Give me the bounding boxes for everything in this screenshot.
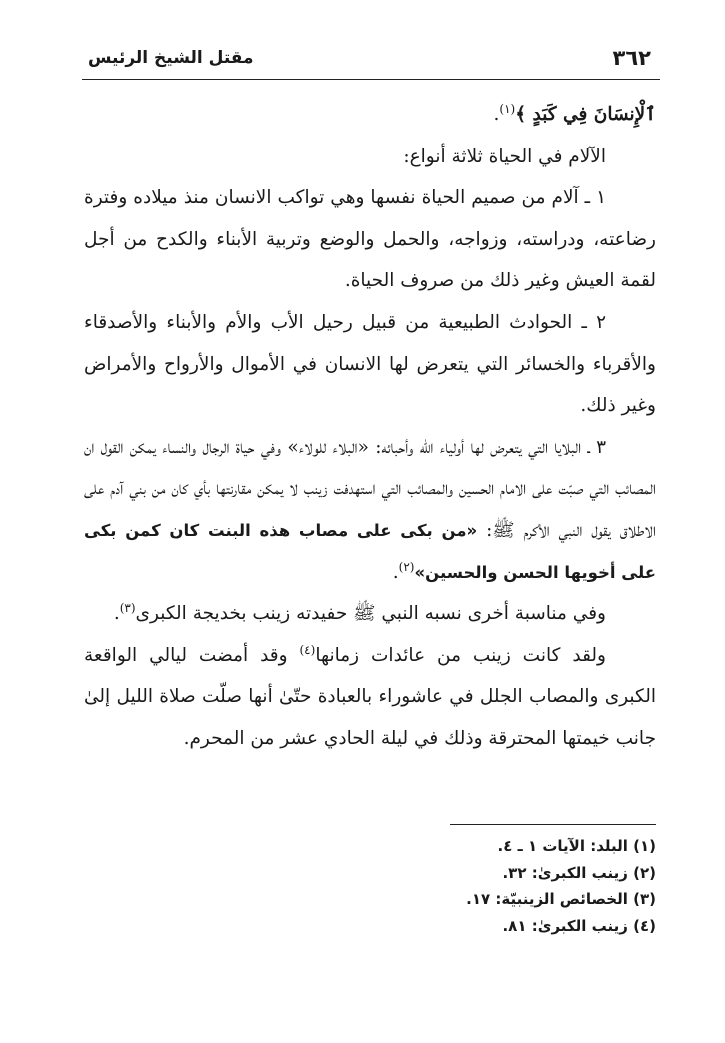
footnote-ref-2: (٢) bbox=[398, 559, 415, 574]
verse-line bbox=[84, 94, 656, 136]
footnotes bbox=[350, 833, 656, 939]
footnote-1: (١) البلد: الآيات ١ ـ ٤. bbox=[497, 837, 656, 855]
footnote-ref-3: (٣) bbox=[119, 600, 136, 615]
paragraph-5 bbox=[84, 635, 656, 760]
page-number: ٣٦٢ bbox=[612, 46, 651, 70]
paragraph-3 bbox=[84, 427, 656, 593]
main-text bbox=[84, 94, 656, 760]
paragraph-4-end: . bbox=[113, 603, 120, 625]
paragraph-3-end: . bbox=[392, 561, 399, 583]
paragraph-4-text: وفي مناسبة أخرى نسبه النبي ﷺ حفيدته زينب بخديجة الكبرى bbox=[135, 603, 606, 625]
paragraph-5-a: ولقد كانت زينب من عائدات زمانها bbox=[315, 644, 606, 666]
footnote-rule bbox=[450, 824, 656, 825]
paragraph-3-text: ٣ ـ البلايا التي يتعرض لها أولياء الله وأحبائه: «البلاء للولاء» وفي حياة الرجال والنساء يمكن القول ان المصائب التي صبّت على الامام الحسين والمصائب التي استهدفت زينب لا يمكن مقارنتها بأي كان من بني آدم على الاطلاق يقول النبي الأكرم ﷺ: bbox=[84, 436, 656, 541]
paragraph-5-b: وقد أمضت ليالي الواقعة الكبرى والمصاب الجلل في عاشوراء بالعبادة حتّىٰ أنها صلّت صلاة الليل إلىٰ جانب خيمتها المحترقة وذلك في ليلة الحادي عشر من المحرم. bbox=[84, 644, 656, 749]
running-title: مقتل الشيخ الرئيس bbox=[88, 48, 254, 68]
paragraph-4 bbox=[84, 593, 656, 635]
footnote-4: (٤) زينب الكبرىٰ: ٨١. bbox=[502, 916, 656, 935]
footnote-ref-4: (٤) bbox=[299, 642, 316, 657]
footnote-2: (٢) زينب الكبرىٰ: ٣٢. bbox=[502, 863, 656, 882]
footnote-3: (٣) الخصائص الزينبيّة: ١٧. bbox=[466, 890, 656, 908]
intro-paragraph: الآلام في الحياة ثلاثة أنواع: bbox=[403, 145, 606, 167]
footnote-ref-1: (١) bbox=[499, 101, 516, 116]
prophet-quote: «من بكى على مصاب هذه البنت كان كمن بكى على أخويها الحسن والحسين» bbox=[84, 520, 656, 582]
verse-end: . bbox=[493, 104, 500, 125]
quran-verse: ٱلْإِنسَانَ فِي كَبَدٍ ﴾ bbox=[515, 104, 656, 125]
page-header bbox=[82, 44, 657, 74]
paragraph-2: ٢ ـ الحوادث الطبيعية من قبيل رحيل الأب والأم والأبناء والأصدقاء والأقرباء والخسائر التي يتعرض لها الانسان في الأموال والأرواح والأمراض وغير ذلك. bbox=[84, 311, 656, 417]
header-rule bbox=[82, 79, 660, 80]
paragraph-1: ١ ـ آلام من صميم الحياة نفسها وهي تواكب الانسان منذ ميلاده وفترة رضاعته، ودراسته، وزواجه، والحمل والوضع وتربية الأبناء والكدح من أجل لقمة العيش وغير ذلك من صروف الحياة. bbox=[84, 187, 656, 292]
